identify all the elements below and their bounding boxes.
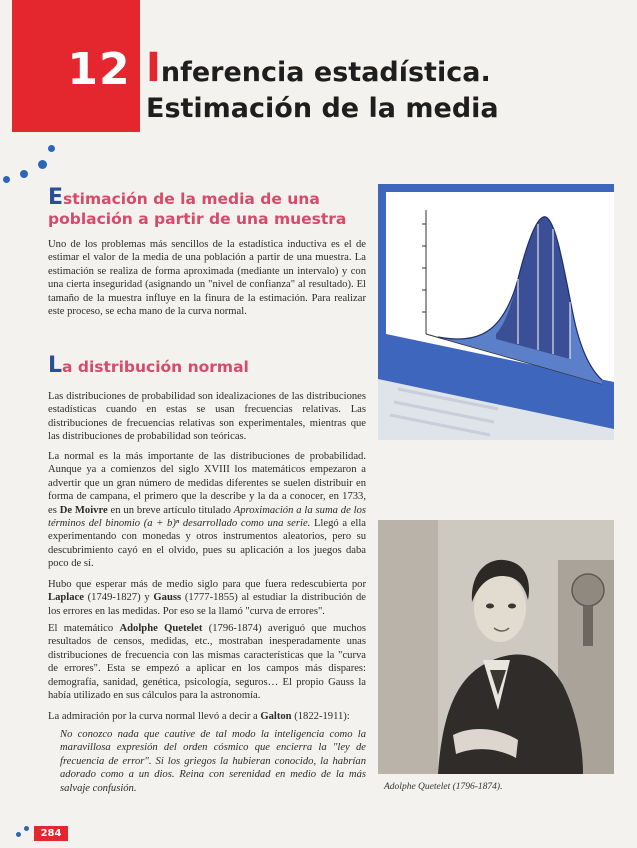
- paragraph-laplace-gauss: Hubo que esperar más de medio siglo para que fuera redescubierta por Laplace (1749-1827) y Gauss (1777-1855) al estudiar la distribución de los errores en las medidas. Por eso se la llamó "curva de errores".: [48, 579, 366, 617]
- quetelet-portrait: [378, 520, 614, 774]
- title-dropcap: I: [146, 45, 161, 91]
- portrait-caption: Adolphe Quetelet (1796-1874).: [384, 782, 503, 792]
- section-heading-distribucion: La distribución normal: [48, 353, 249, 378]
- paragraph-quetelet: El matemático Adolphe Quetelet (1796-1874) averiguó que muchos resultados de censos, medidas, etc., mostraban inesperadamente unas distribuciones de frecuencia con las mismas características que la "curva de errores". Esta se empezó a aplicar en los campos más dispares: demografía, sanidad, genética, psicología, seguros… El propio Gauss la había utilizado en sus cálculos para la astronomía.: [48, 623, 366, 702]
- portrait-engraving-svg: [378, 520, 614, 774]
- decor-dot-icon: [24, 826, 29, 831]
- paragraph-galton: La admiración por la curva normal llevó a decir a Galton (1822-1911):: [48, 711, 350, 722]
- paragraph-idealizaciones: Las distribuciones de probabilidad son idealizaciones de las distribuciones estadísticas cuando en estas se usan frecuencias relativas. Las distribuciones de frecuencias relativas son experimentales, mientras que las distribuciones de probabilidad son teóricas.: [48, 391, 366, 443]
- normal-curve-svg: [378, 184, 614, 440]
- title-line1: nferencia estadística.: [160, 57, 491, 88]
- galton-quote: No conozco nada que cautive de tal modo la inteligencia como la maravillosa expresión del orden cósmico que encierra la "ley de frecuencia de error". Si los griegos la hubieran conocido, la habrían adorado como a un dios. Reina con serenidad en medio de la más salvaje confusión.: [60, 729, 366, 794]
- decor-dot-icon: [20, 170, 28, 178]
- heading-dropcap: L: [48, 353, 63, 378]
- decor-dot-icon: [16, 832, 21, 837]
- decor-dot-icon: [3, 176, 10, 183]
- title-line2: Estimación de la media: [146, 93, 499, 124]
- chapter-number: 12: [67, 44, 131, 95]
- paragraph-de-moivre: La normal es la más importante de las distribuciones de probabilidad. Aunque ya a comienzos del siglo XVIII los matemáticos empezaron a advertir que un gran número de medidas diferentes se suelen distribuir en forma de campana, el primero que la describe y la da a conocer, en 1733, es De Moivre en un breve artículo titulado Aproximación a la suma de los términos del binomio (a + b)ⁿ desarrollado como una serie. Llegó a ella experimentando con monedas y otros instrumentos aleatorios, pero su descubrimiento cayó en el olvido, pues su aplicación a los juegos daba poco de sí.: [48, 451, 367, 570]
- section-heading-estimacion: Estimación de la media de una población a partir de una muestra: [48, 185, 347, 228]
- chapter-title: [146, 45, 626, 127]
- page-number: 284: [34, 826, 68, 841]
- decor-dot-icon: [38, 160, 47, 169]
- normal-curve-illustration: [378, 184, 614, 440]
- paragraph-estimacion: Uno de los problemas más sencillos de la estadística inductiva es el de estimar el valor de la media de una población a partir de una muestra. La estimación se realiza de forma aproximada (mediante un intervalo) y con una cierta inseguridad (asignando un "nivel de confianza" al resultado). El tamaño de la muestra influye en la finura de la estimación. Para realizar este proceso, se echa mano de la curva normal.: [48, 239, 366, 318]
- heading-dropcap: E: [48, 185, 64, 210]
- decor-dot-icon: [48, 145, 55, 152]
